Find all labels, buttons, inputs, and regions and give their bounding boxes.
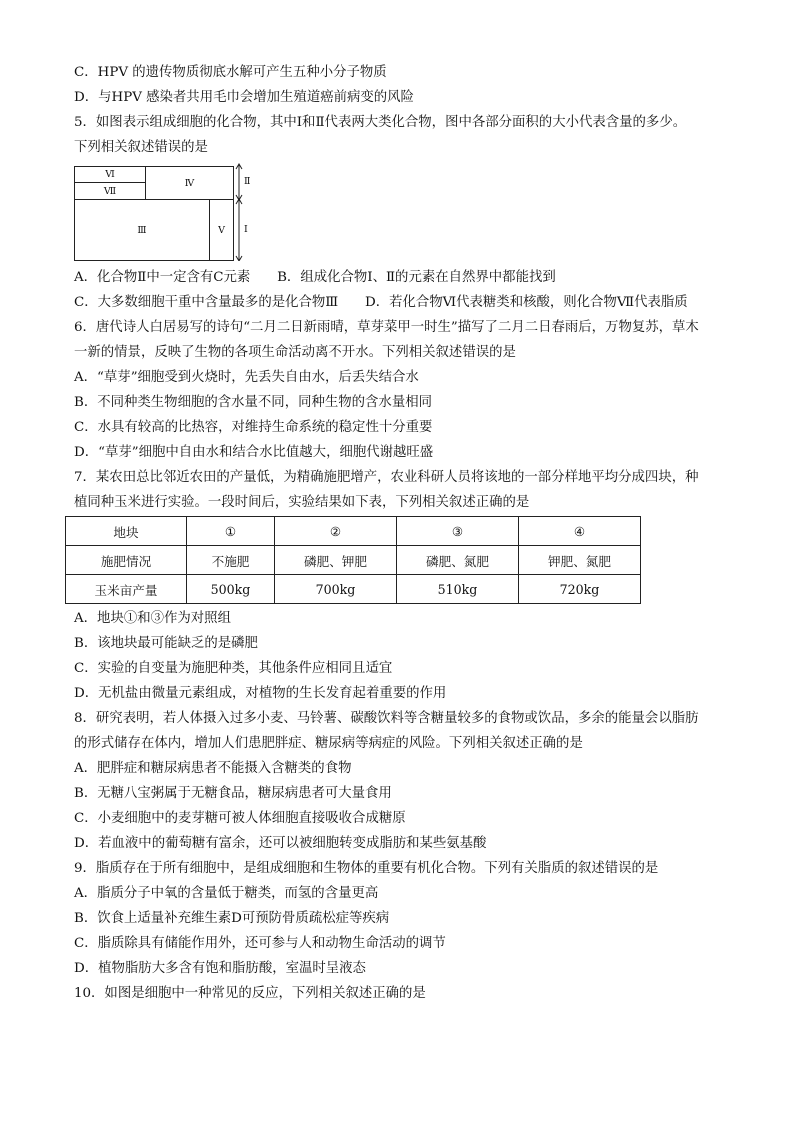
question-6-stem-2: 一新的情景，反映了生物的各项生命活动离不开水。下列相关叙述错误的是 <box>74 345 516 360</box>
question-8-stem-2: 的形式储存在体内，增加人们患肥胖症、糖尿病等病症的风险。下列相关叙述正确的是 <box>74 736 583 751</box>
region-iv <box>145 166 234 200</box>
table-cell: 玉米亩产量 <box>66 575 187 604</box>
table-cell: 510kg <box>397 575 519 604</box>
table-cell: ② <box>275 517 397 546</box>
option-line: C．水具有较高的比热容，对维持生命系统的稳定性十分重要 <box>74 420 433 435</box>
table-cell: 施肥情况 <box>66 546 187 575</box>
label-vi: Ⅵ <box>105 169 115 180</box>
option-line: B．饮食上适量补充维生素D可预防骨质疏松症等疾病 <box>74 911 390 926</box>
option-line: C．小麦细胞中的麦芽糖可被人体细胞直接吸收合成糖原 <box>74 811 406 826</box>
question-7-stem-2: 植同种玉米进行实验。一段时间后，实验结果如下表，下列相关叙述正确的是 <box>74 495 530 510</box>
question-10-stem: 10．如图是细胞中一种常见的反应，下列相关叙述正确的是 <box>74 986 426 1001</box>
table-cell: 700kg <box>275 575 397 604</box>
table-cell: 500kg <box>187 575 275 604</box>
option-line: D．若血液中的葡萄糖有富余，还可以被细胞转变成脂肪和某些氨基酸 <box>74 836 487 851</box>
option-line: D．植物脂肪大多含有饱和脂肪酸，室温时呈液态 <box>74 961 366 976</box>
text-line: D．与HPV 感染者共用毛巾会增加生殖道癌前病变的风险 <box>74 90 414 105</box>
question-8-stem: 8．研究表明，若人体摄入过多小麦、马铃薯、碳酸饮料等含糖量较多的食物或饮品，多余的能量会以脂肪 <box>74 711 699 726</box>
question-6-stem: 6．唐代诗人白居易写的诗句“二月二日新雨晴，草芽菜甲一时生”描写了二月二日春雨后，万物复苏，草木 <box>74 320 699 335</box>
label-i: Ⅰ <box>244 224 248 235</box>
table-cell: 钾肥、氮肥 <box>519 546 641 575</box>
document-page <box>74 60 734 1006</box>
block-top <box>74 60 734 160</box>
option-line: B．无糖八宝粥属于无糖食品，糖尿病患者可大量食用 <box>74 786 392 801</box>
label-vii: Ⅶ <box>103 185 117 197</box>
table-row <box>66 546 641 575</box>
option-line: B．不同种类生物细胞的含水量不同，同种生物的含水量相同 <box>74 395 432 410</box>
label-iii: Ⅲ <box>137 224 147 236</box>
table-row <box>66 517 641 546</box>
region-vii <box>74 182 146 200</box>
label-v: Ⅴ <box>218 224 225 236</box>
region-vi <box>74 166 146 183</box>
table-cell: 地块 <box>66 517 187 546</box>
table-cell: 磷肥、钾肥 <box>275 546 397 575</box>
region-v <box>209 199 234 261</box>
label-iv: Ⅳ <box>184 177 195 189</box>
question-9-stem: 9．脂质存在于所有细胞中，是组成细胞和生物体的重要有机化合物。下列有关脂质的叙述错误的是 <box>74 861 659 876</box>
table-cell: 不施肥 <box>187 546 275 575</box>
region-iii <box>74 199 210 261</box>
table-cell: ③ <box>397 517 519 546</box>
option-line: A．地块①和③作为对照组 <box>74 611 231 626</box>
option-line: C．大多数细胞干重中含量最多的是化合物Ⅲ D．若化合物Ⅵ代表糖类和核酸，则化合物Ⅶ代表脂质 <box>74 295 688 310</box>
option-line: C．实验的自变量为施肥种类，其他条件应相同且适宜 <box>74 661 393 676</box>
option-line: C．脂质除具有储能作用外，还可参与人和动物生命活动的调节 <box>74 936 446 951</box>
block-bottom <box>74 606 734 1006</box>
option-line: A．化合物Ⅱ中一定含有C元素 B．组成化合物Ⅰ、Ⅱ的元素在自然界中都能找到 <box>74 270 556 285</box>
table-row <box>66 575 641 604</box>
compound-area-diagram <box>74 163 274 261</box>
question-5-stem: 5．如图表示组成细胞的化合物，其中Ⅰ和Ⅱ代表两大类化合物，图中各部分面积的大小代表含量的多少。 <box>74 115 687 130</box>
table-cell: 磷肥、氮肥 <box>397 546 519 575</box>
question-5-stem-2: 下列相关叙述错误的是 <box>74 140 208 155</box>
option-line: A．“草芽”细胞受到火烧时，先丢失自由水，后丢失结合水 <box>74 370 419 385</box>
block-middle <box>74 265 734 515</box>
text-line: C．HPV 的遗传物质彻底水解可产生五种小分子物质 <box>74 65 387 80</box>
fertilizer-table <box>65 516 641 604</box>
option-line: D．“草芽”细胞中自由水和结合水比值越大，细胞代谢越旺盛 <box>74 445 434 460</box>
option-line: B．该地块最可能缺乏的是磷肥 <box>74 636 258 651</box>
table-cell: ① <box>187 517 275 546</box>
table-cell: ④ <box>519 517 641 546</box>
option-line: D．无机盐由微量元素组成，对植物的生长发育起着重要的作用 <box>74 686 447 701</box>
option-line: A．脂质分子中氧的含量低于糖类，而氢的含量更高 <box>74 886 379 901</box>
table-cell: 720kg <box>519 575 641 604</box>
label-ii: Ⅱ <box>244 176 251 187</box>
option-line: A．肥胖症和糖尿病患者不能摄入含糖类的食物 <box>74 761 352 776</box>
question-7-stem: 7．某农田总比邻近农田的产量低，为精确施肥增产，农业科研人员将该地的一部分样地平均分成四块，种 <box>74 470 699 485</box>
